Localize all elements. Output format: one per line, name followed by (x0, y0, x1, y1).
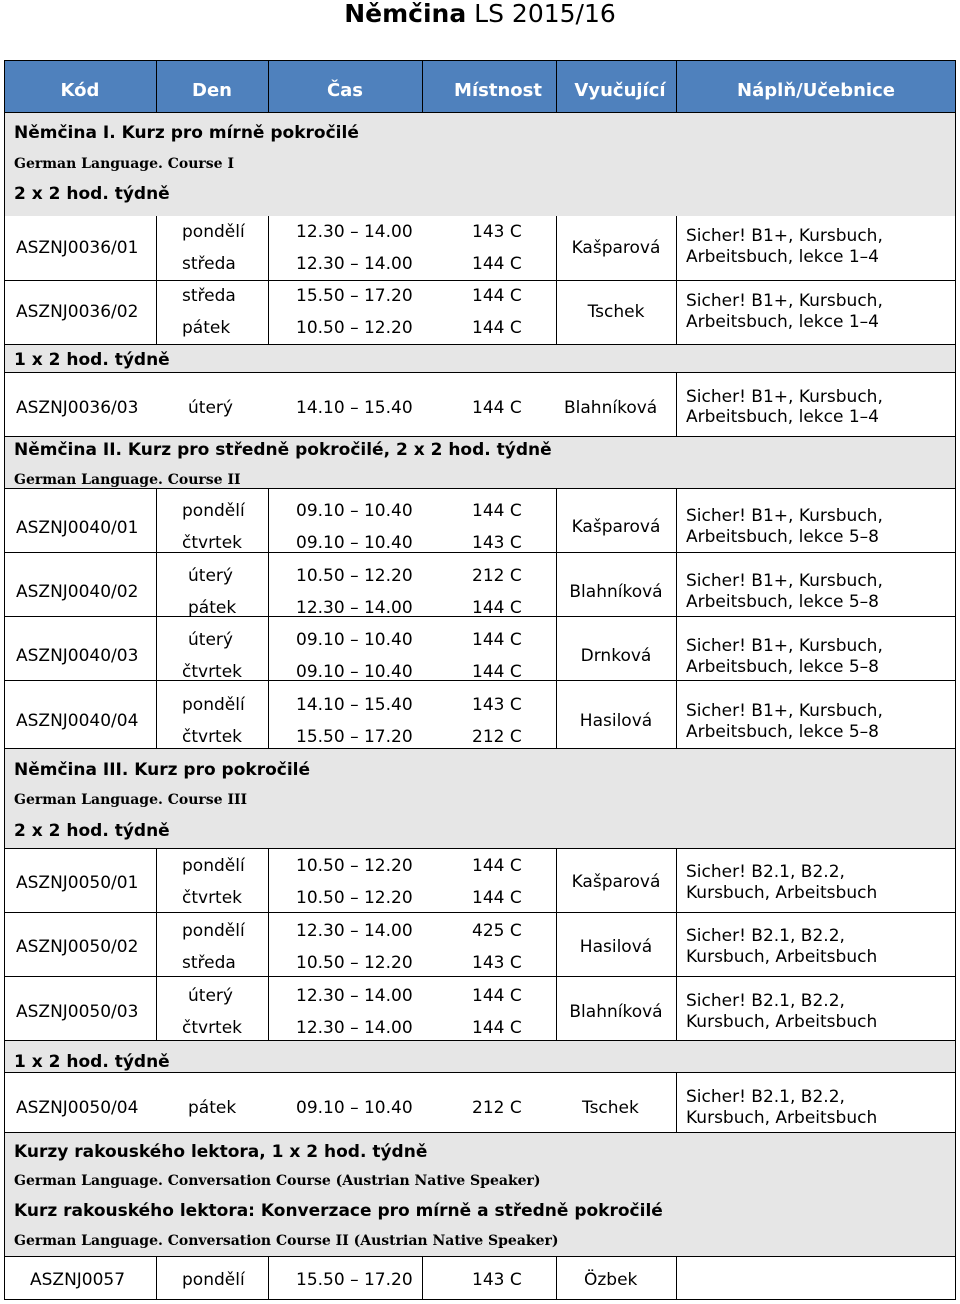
course-content: Arbeitsbuch, lekce 1–4 (686, 247, 879, 267)
section-frequency: 2 x 2 hod. týdně (14, 184, 170, 204)
room: 212 C (472, 727, 522, 747)
course-code: ASZNJ0040/02 (16, 582, 139, 602)
time: 09.10 – 10.40 (296, 662, 413, 682)
course-code: ASZNJ0040/01 (16, 518, 139, 538)
section-subtitle: German Language. Conversation Course (Austrian Native Speaker) (14, 1173, 541, 1189)
time: 12.30 – 14.00 (296, 1018, 413, 1038)
course-code: ASZNJ0036/02 (16, 302, 139, 322)
course-code: ASZNJ0050/01 (16, 873, 139, 893)
day: čtvrtek (182, 1018, 243, 1038)
day: pátek (182, 318, 231, 338)
section-title: Němčina II. Kurz pro středně pokročilé, 2 x 2 hod. týdně (14, 440, 552, 460)
course-content: Arbeitsbuch, lekce 1–4 (686, 407, 879, 427)
section-frequency: 2 x 2 hod. týdně (14, 821, 170, 841)
schedule-table (4, 60, 956, 1300)
time: 10.50 – 12.20 (296, 566, 413, 586)
time: 12.30 – 14.00 (296, 222, 413, 242)
section-title: Němčina III. Kurz pro pokročilé (14, 760, 311, 780)
day: čtvrtek (182, 888, 243, 908)
time: 15.50 – 17.20 (296, 1270, 413, 1290)
time: 09.10 – 10.40 (296, 1098, 413, 1118)
section-frequency: 1 x 2 hod. týdně (14, 350, 170, 370)
course-content: Sicher! B1+, Kursbuch, (686, 506, 883, 526)
course-code: ASZNJ0036/03 (16, 398, 139, 418)
teacher: Kašparová (571, 517, 661, 537)
day: čtvrtek (182, 727, 243, 747)
course-content: Kursbuch, Arbeitsbuch (686, 947, 878, 967)
day: úterý (188, 398, 233, 418)
room: 425 C (472, 921, 522, 941)
room: 144 C (472, 1018, 522, 1038)
time: 15.50 – 17.20 (296, 727, 413, 747)
day: pátek (188, 598, 237, 618)
course-code: ASZNJ0050/02 (16, 937, 139, 957)
day: pondělí (182, 501, 245, 521)
section-subtitle: German Language. Course I (14, 156, 235, 172)
course-content: Arbeitsbuch, lekce 5–8 (686, 592, 879, 612)
course-content: Arbeitsbuch, lekce 5–8 (686, 722, 879, 742)
section-subtitle: German Language. Course III (14, 792, 248, 808)
course-code: ASZNJ0036/01 (16, 238, 139, 258)
day: středa (182, 286, 236, 306)
room: 212 C (472, 1098, 522, 1118)
day: pátek (188, 1098, 237, 1118)
header-cas: Čas (326, 80, 364, 101)
room: 144 C (472, 986, 522, 1006)
section-frequency: 1 x 2 hod. týdně (14, 1052, 170, 1072)
course-content: Sicher! B1+, Kursbuch, (686, 701, 883, 721)
title-rest: LS 2015/16 (466, 0, 616, 28)
day: čtvrtek (182, 533, 243, 553)
teacher: Blahníková (569, 582, 663, 602)
room: 144 C (472, 856, 522, 876)
time: 12.30 – 14.00 (296, 921, 413, 941)
header-vyucujici: Vyučující (574, 80, 666, 101)
course-content: Sicher! B2.1, B2.2, (686, 926, 845, 946)
time: 09.10 – 10.40 (296, 630, 413, 650)
teacher: Kašparová (571, 238, 661, 258)
course-code: ASZNJ0040/03 (16, 646, 139, 666)
day: pondělí (182, 856, 245, 876)
course-content: Arbeitsbuch, lekce 1–4 (686, 312, 879, 332)
room: 144 C (472, 254, 522, 274)
teacher: Kašparová (571, 872, 661, 892)
room: 143 C (472, 953, 522, 973)
section-subtitle: German Language. Conversation Course II (Austrian Native Speaker) (14, 1233, 559, 1249)
time: 12.30 – 14.00 (296, 598, 413, 618)
header-mistnost: Místnost (454, 80, 542, 101)
course-content: Kursbuch, Arbeitsbuch (686, 1012, 878, 1032)
time: 15.50 – 17.20 (296, 286, 413, 306)
course-content: Sicher! B1+, Kursbuch, (686, 571, 883, 591)
teacher: Hasilová (579, 937, 653, 957)
course-content: Arbeitsbuch, lekce 5–8 (686, 657, 879, 677)
time: 10.50 – 12.20 (296, 953, 413, 973)
teacher: Özbek (584, 1270, 638, 1290)
time: 12.30 – 14.00 (296, 986, 413, 1006)
section-title: Němčina I. Kurz pro mírně pokročilé (14, 123, 359, 143)
time: 10.50 – 12.20 (296, 888, 413, 908)
course-code: ASZNJ0040/04 (16, 711, 139, 731)
title-bold: Němčina (344, 0, 467, 28)
course-content: Sicher! B1+, Kursbuch, (686, 387, 883, 407)
time: 14.10 – 15.40 (296, 695, 413, 715)
course-content: Kursbuch, Arbeitsbuch (686, 883, 878, 903)
room: 212 C (472, 566, 522, 586)
course-content: Sicher! B1+, Kursbuch, (686, 636, 883, 656)
course-content: Sicher! B2.1, B2.2, (686, 862, 845, 882)
section-title: Kurzy rakouského lektora, 1 x 2 hod. týdně (14, 1142, 428, 1162)
course-content: Sicher! B2.1, B2.2, (686, 1087, 845, 1107)
day: středa (182, 254, 236, 274)
day: pondělí (182, 695, 245, 715)
course-content: Sicher! B1+, Kursbuch, (686, 291, 883, 311)
day: pondělí (182, 222, 245, 242)
room: 143 C (472, 222, 522, 242)
room: 144 C (472, 398, 522, 418)
day: čtvrtek (182, 662, 243, 682)
teacher: Tschek (587, 302, 645, 322)
time: 09.10 – 10.40 (296, 533, 413, 553)
header-napln: Náplň/Učebnice (737, 80, 895, 101)
room: 144 C (472, 501, 522, 521)
room: 143 C (472, 533, 522, 553)
time: 10.50 – 12.20 (296, 318, 413, 338)
page-title (0, 0, 960, 28)
time: 09.10 – 10.40 (296, 501, 413, 521)
room: 144 C (472, 286, 522, 306)
time: 10.50 – 12.20 (296, 856, 413, 876)
course-code: ASZNJ0050/03 (16, 1002, 139, 1022)
header-den: Den (192, 80, 232, 101)
day: úterý (188, 630, 233, 650)
day: pondělí (182, 921, 245, 941)
course-content: Arbeitsbuch, lekce 5–8 (686, 527, 879, 547)
time: 12.30 – 14.00 (296, 254, 413, 274)
section-subtitle: German Language. Course II (14, 472, 241, 488)
teacher: Hasilová (579, 711, 653, 731)
room: 144 C (472, 630, 522, 650)
section-title: Kurz rakouského lektora: Konverzace pro mírně a středně pokročilé (14, 1201, 663, 1221)
day: úterý (188, 566, 233, 586)
day: pondělí (182, 1270, 245, 1290)
teacher: Blahníková (569, 1002, 663, 1022)
day: úterý (188, 986, 233, 1006)
room: 144 C (472, 598, 522, 618)
course-content: Sicher! B1+, Kursbuch, (686, 226, 883, 246)
table-header (4, 60, 956, 112)
teacher: Drnková (580, 646, 652, 666)
header-kod: Kód (60, 80, 100, 101)
day: středa (182, 953, 236, 973)
time: 14.10 – 15.40 (296, 398, 413, 418)
room: 143 C (472, 1270, 522, 1290)
course-code: ASZNJ0050/04 (16, 1098, 139, 1118)
room: 144 C (472, 318, 522, 338)
room: 144 C (472, 662, 522, 682)
teacher: Tschek (582, 1098, 639, 1118)
course-content: Sicher! B2.1, B2.2, (686, 991, 845, 1011)
room: 144 C (472, 888, 522, 908)
course-code: ASZNJ0057 (30, 1270, 126, 1290)
course-content: Kursbuch, Arbeitsbuch (686, 1108, 878, 1128)
room: 143 C (472, 695, 522, 715)
teacher: Blahníková (564, 398, 658, 418)
